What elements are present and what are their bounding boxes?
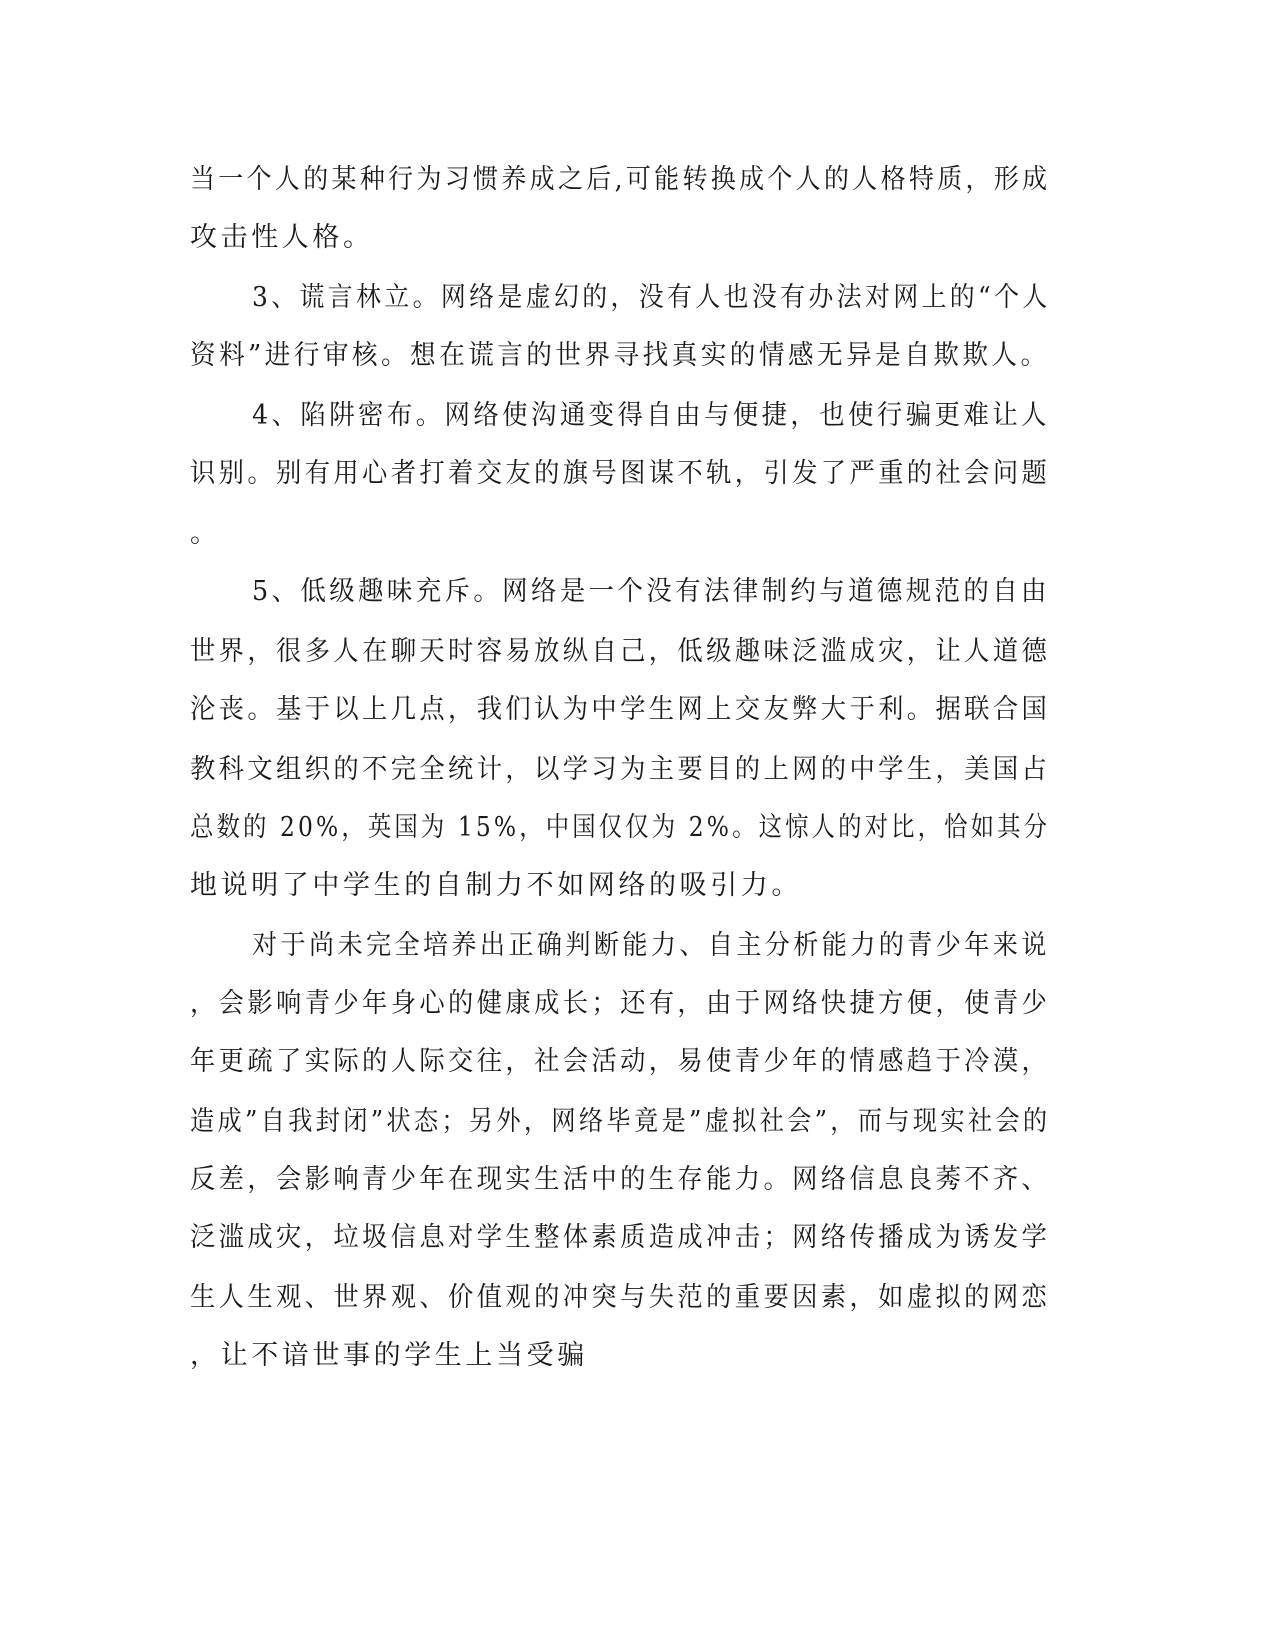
- text-line: 资料”进行审核。想在谎言的世界寻找真实的情感无异是自欺欺人。: [190, 340, 1050, 371]
- text-line: 生人生观、世界观、价值观的冲突与失范的重要因素，如虚拟的网恋: [190, 1282, 1051, 1313]
- text-line: 。: [190, 518, 221, 549]
- text-line: 泛滥成灾，垃圾信息对学生整体素质造成冲击；网络传播成为诱发学: [190, 1222, 1051, 1253]
- text-line: 地说明了中学生的自制力不如网络的吸引力。: [190, 870, 802, 901]
- text-line: 总数的 20%，英国为 15%，中国仅仅为 2%。这惊人的对比，恰如其分: [190, 812, 1051, 843]
- text-line: 5、低级趣味充斥。网络是一个没有法律制约与道德规范的自由: [252, 576, 1050, 607]
- text-line: 4、陷阱密布。网络使沟通变得自由与便捷，也使行骗更难让人: [252, 400, 1050, 431]
- text-line: 对于尚未完全培养出正确判断能力、自主分析能力的青少年来说: [252, 930, 1050, 961]
- text-line: 造成”自我封闭”状态；另外，网络毕竟是”虚拟社会”，而与现实社会的: [190, 1106, 1051, 1137]
- text-line: ，会影响青少年身心的健康成长；还有，由于网络快捷方便，使青少: [190, 988, 1051, 1019]
- text-line: 反差，会影响青少年在现实生活中的生存能力。网络信息良莠不齐、: [190, 1164, 1051, 1195]
- text-line: 识别。别有用心者打着交友的旗号图谋不轨，引发了严重的社会问题: [190, 458, 1051, 489]
- text-line: ，让不谙世事的学生上当受骗: [190, 1340, 588, 1371]
- text-line: 世界，很多人在聊天时容易放纵自己，低级趣味泛滥成灾，让人道德: [190, 636, 1051, 667]
- text-line: 当一个人的某种行为习惯养成之后,可能转换成个人的人格特质，形成: [190, 164, 1051, 195]
- text-line: 3、谎言林立。网络是虚幻的，没有人也没有办法对网上的“个人: [252, 282, 1051, 313]
- text-line: 年更疏了实际的人际交往，社会活动，易使青少年的情感趋于冷漠，: [190, 1046, 1051, 1077]
- text-line: 攻击性人格。: [190, 222, 374, 253]
- text-line: 教科文组织的不完全统计，以学习为主要目的上网的中学生，美国占: [190, 754, 1051, 785]
- text-line: 沦丧。基于以上几点，我们认为中学生网上交友弊大于利。据联合国: [190, 694, 1051, 725]
